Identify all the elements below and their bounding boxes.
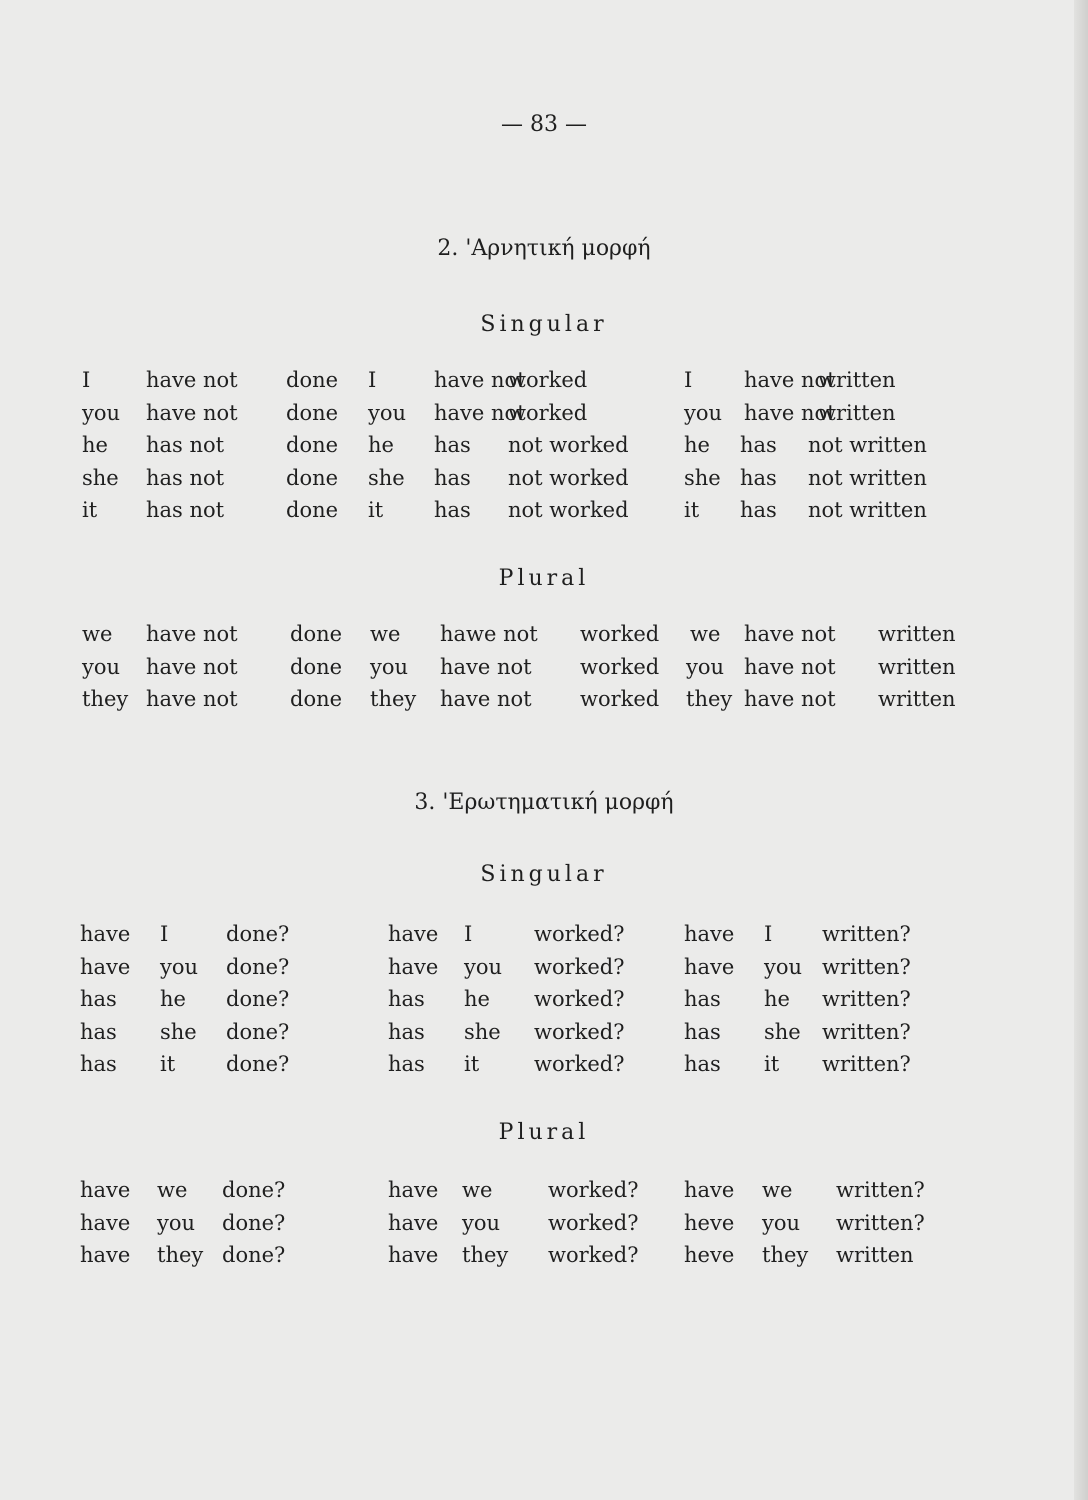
table-cell: written <box>818 368 896 392</box>
table-cell: has not <box>146 433 225 457</box>
table-cell: done <box>286 368 339 392</box>
table-cell: worked? <box>534 1052 625 1076</box>
table-cell: worked? <box>534 987 625 1011</box>
table-cell: he <box>464 987 490 1011</box>
table-cell: worked? <box>548 1243 639 1267</box>
table-row <box>0 368 1088 400</box>
table-cell: they <box>686 687 733 711</box>
table-cell: have not <box>744 622 836 646</box>
table-cell: worked <box>580 687 660 711</box>
table-cell: they <box>762 1243 809 1267</box>
table-cell: you <box>464 954 503 979</box>
table-cell: hawe not <box>440 622 538 646</box>
table-cell: have not <box>440 654 532 679</box>
table-cell: worked? <box>534 954 625 979</box>
table-cell: you <box>82 654 121 679</box>
table-cell: she <box>764 1019 801 1044</box>
table-cell: he <box>684 433 710 457</box>
table-cell: you <box>368 400 407 425</box>
table-cell: I <box>764 922 773 946</box>
table-cell: has <box>434 498 471 522</box>
table-cell: have <box>388 1243 439 1267</box>
table-cell: have not <box>440 687 532 711</box>
table-cell: has <box>80 1052 117 1076</box>
table-cell: has <box>740 433 777 457</box>
section3-plural-label: Plural <box>498 1120 590 1145</box>
table-cell: they <box>82 687 129 711</box>
table-cell: she <box>684 465 721 490</box>
table-cell: done? <box>222 1210 286 1235</box>
table-cell: written <box>878 622 956 646</box>
table-cell: have <box>388 954 439 979</box>
table-cell: has not <box>146 498 225 522</box>
table-cell: he <box>764 987 790 1011</box>
table-cell: they <box>370 687 417 711</box>
table-cell: you <box>762 1210 801 1235</box>
table-cell: it <box>764 1052 780 1076</box>
table-cell: has <box>684 987 721 1011</box>
table-cell: have not <box>146 654 238 679</box>
table-row <box>0 622 1088 654</box>
table-cell: have <box>80 922 131 946</box>
table-cell: I <box>368 368 377 392</box>
table-cell: written? <box>822 1052 911 1076</box>
table-cell: he <box>160 987 186 1011</box>
table-cell: you <box>160 954 199 979</box>
table-cell: done <box>286 400 339 425</box>
table-cell: they <box>462 1243 509 1267</box>
table-cell: worked? <box>548 1210 639 1235</box>
table-row <box>0 401 1088 433</box>
table-cell: done? <box>222 1178 286 1202</box>
table-cell: you <box>462 1210 501 1235</box>
table-cell: they <box>157 1243 204 1267</box>
table-cell: we <box>157 1178 188 1202</box>
table-row <box>0 1052 1088 1084</box>
table-cell: have not <box>434 368 526 392</box>
table-cell: worked <box>580 654 660 679</box>
table-cell: you <box>157 1210 196 1235</box>
table-cell: we <box>82 622 113 646</box>
table-cell: I <box>82 368 91 392</box>
table-cell: written? <box>822 922 911 946</box>
table-cell: she <box>82 465 119 490</box>
table-cell: done? <box>226 922 290 946</box>
table-row <box>0 1243 1088 1275</box>
table-cell: have not <box>146 400 238 425</box>
table-row <box>0 955 1088 987</box>
table-row <box>0 655 1088 687</box>
table-cell: not worked <box>508 465 629 490</box>
table-cell: she <box>160 1019 197 1044</box>
table-cell: it <box>82 498 98 522</box>
table-cell: have <box>684 1178 735 1202</box>
table-cell: written? <box>836 1210 925 1235</box>
table-cell: done? <box>226 1052 290 1076</box>
table-cell: worked <box>580 622 660 646</box>
table-cell: worked? <box>548 1178 639 1202</box>
table-cell: not written <box>808 465 927 490</box>
table-cell: you <box>370 654 409 679</box>
page-edge <box>1074 0 1088 1500</box>
table-cell: we <box>690 622 721 646</box>
table-cell: done <box>286 433 339 457</box>
table-cell: have <box>80 1243 131 1267</box>
table-cell: not written <box>808 433 927 457</box>
table-row <box>0 687 1088 719</box>
table-cell: written? <box>822 987 911 1011</box>
table-cell: written <box>818 400 896 425</box>
table-cell: it <box>464 1052 480 1076</box>
table-cell: has <box>434 465 471 490</box>
table-cell: done? <box>226 1019 290 1044</box>
table-cell: we <box>370 622 401 646</box>
table-cell: not worked <box>508 433 629 457</box>
table-cell: heve <box>684 1210 735 1235</box>
table-cell: written? <box>822 1019 911 1044</box>
table-cell: she <box>368 465 405 490</box>
table-cell: have <box>80 1210 131 1235</box>
table-cell: done? <box>226 987 290 1011</box>
table-cell: she <box>464 1019 501 1044</box>
table-cell: have <box>684 922 735 946</box>
table-row <box>0 433 1088 465</box>
table-cell: you <box>684 400 723 425</box>
table-cell: have not <box>434 400 526 425</box>
table-cell: has <box>684 1052 721 1076</box>
table-cell: it <box>368 498 384 522</box>
table-cell: we <box>462 1178 493 1202</box>
table-cell: has <box>388 1052 425 1076</box>
table-cell: has not <box>146 465 225 490</box>
section2-title: 2. 'Αρνητική μορφή <box>437 236 651 261</box>
table-cell: you <box>764 954 803 979</box>
table-row <box>0 922 1088 954</box>
table-cell: you <box>82 400 121 425</box>
table-cell: have <box>80 1178 131 1202</box>
table-cell: written <box>836 1243 914 1267</box>
table-cell: has <box>80 987 117 1011</box>
table-cell: has <box>740 498 777 522</box>
table-cell: has <box>434 433 471 457</box>
table-row <box>0 1211 1088 1243</box>
table-cell: done <box>286 465 339 490</box>
table-cell: not worked <box>508 498 629 522</box>
table-cell: written <box>878 687 956 711</box>
table-cell: written? <box>836 1178 925 1202</box>
table-cell: done <box>290 654 343 679</box>
table-cell: have not <box>146 687 238 711</box>
table-cell: he <box>82 433 108 457</box>
table-cell: have not <box>146 368 238 392</box>
table-cell: has <box>388 987 425 1011</box>
table-cell: I <box>160 922 169 946</box>
table-cell: have not <box>744 368 836 392</box>
table-cell: I <box>464 922 473 946</box>
table-cell: you <box>686 654 725 679</box>
section2-plural-label: Plural <box>498 566 590 591</box>
table-cell: done <box>290 622 343 646</box>
table-cell: done <box>286 498 339 522</box>
table-row <box>0 466 1088 498</box>
table-cell: I <box>684 368 693 392</box>
table-row <box>0 987 1088 1019</box>
table-cell: have not <box>744 400 836 425</box>
table-row <box>0 1020 1088 1052</box>
table-cell: has <box>80 1019 117 1044</box>
table-cell: written <box>878 654 956 679</box>
table-cell: have not <box>146 622 238 646</box>
table-cell: done? <box>222 1243 286 1267</box>
table-cell: have <box>684 954 735 979</box>
table-cell: have not <box>744 687 836 711</box>
table-cell: written? <box>822 954 911 979</box>
table-row <box>0 1178 1088 1210</box>
table-cell: done <box>290 687 343 711</box>
table-cell: we <box>762 1178 793 1202</box>
page-number: — 83 — <box>501 112 587 137</box>
table-cell: worked? <box>534 922 625 946</box>
table-cell: have <box>80 954 131 979</box>
table-cell: done? <box>226 954 290 979</box>
section2-singular-label: Singular <box>480 312 608 337</box>
table-cell: worked <box>508 400 588 425</box>
section3-title: 3. 'Ερωτηματική μορφή <box>414 790 674 815</box>
table-cell: it <box>160 1052 176 1076</box>
table-cell: not written <box>808 498 927 522</box>
table-cell: have <box>388 922 439 946</box>
table-cell: have <box>388 1210 439 1235</box>
table-cell: he <box>368 433 394 457</box>
table-cell: heve <box>684 1243 735 1267</box>
table-cell: has <box>684 1019 721 1044</box>
section3-singular-label: Singular <box>480 862 608 887</box>
table-cell: worked <box>508 368 588 392</box>
table-cell: has <box>740 465 777 490</box>
table-cell: worked? <box>534 1019 625 1044</box>
table-cell: has <box>388 1019 425 1044</box>
table-cell: have <box>388 1178 439 1202</box>
table-row <box>0 498 1088 530</box>
table-cell: have not <box>744 654 836 679</box>
table-cell: it <box>684 498 700 522</box>
